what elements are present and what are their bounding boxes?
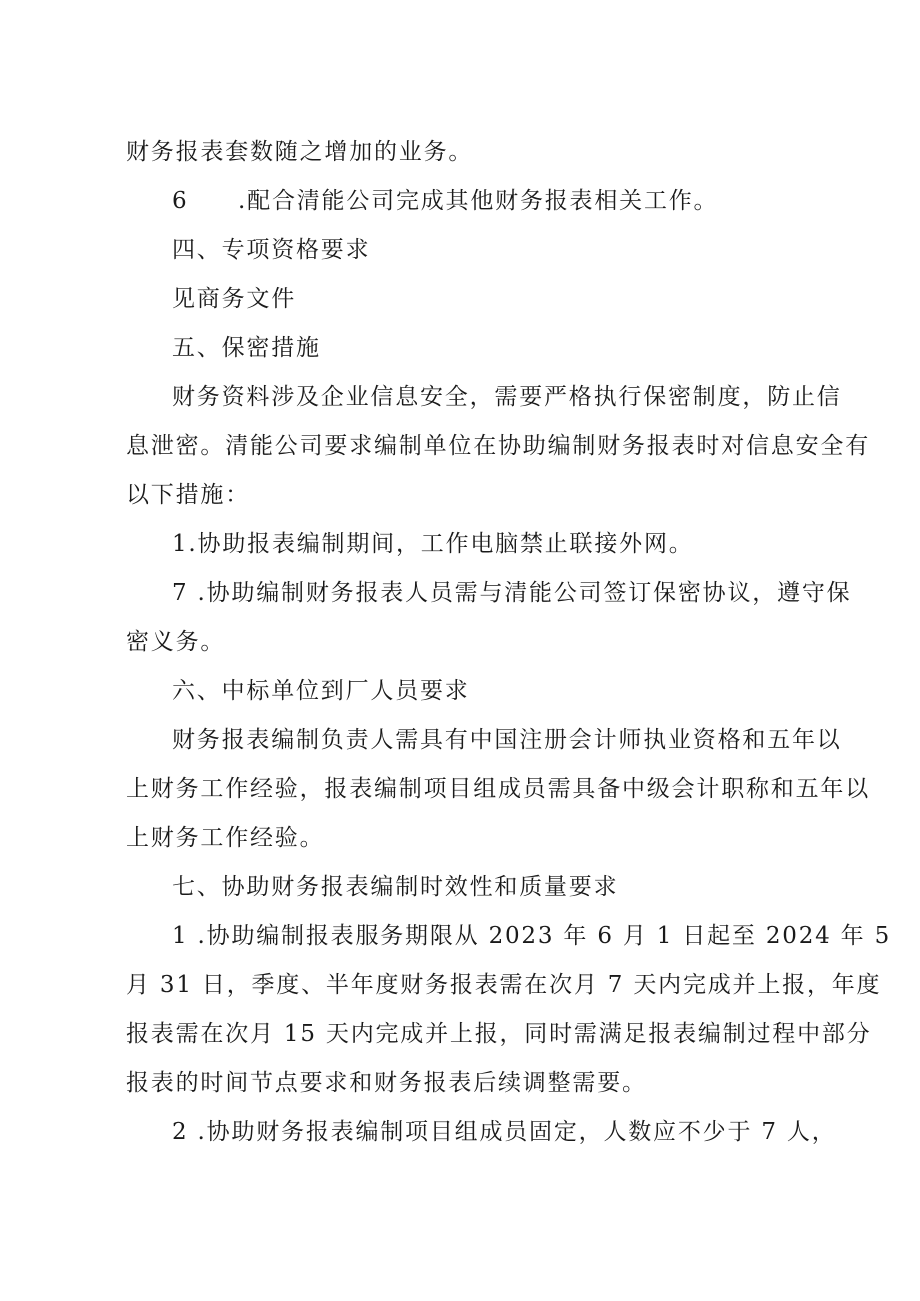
paragraph-line: 财务报表编制负责人需具有中国注册会计师执业资格和五年以: [172, 727, 842, 753]
section-heading-6: 六、中标单位到厂人员要求: [172, 678, 470, 704]
section-heading-7: 七、协助财务报表编制时效性和质量要求: [172, 874, 619, 900]
paragraph-line: 上财务工作经验。: [126, 825, 325, 851]
paragraph-line: 见商务文件: [172, 286, 296, 312]
list-item-1: 1.协助报表编制期间，工作电脑禁止联接外网。: [172, 531, 694, 557]
paragraph-line: 财务资料涉及企业信息安全，需要严格执行保密制度，防止信: [172, 384, 842, 410]
paragraph-line: 月 31 日，季度、半年度财务报表需在次月 7 天内完成并上报，年度: [126, 972, 882, 998]
paragraph-line: 报表的时间节点要求和财务报表后续调整需要。: [126, 1070, 647, 1096]
list-item-2: 2 .协助财务报表编制项目组成员固定，人数应不少于 7 人，: [172, 1119, 837, 1145]
section-heading-5: 五、保密措施: [172, 335, 321, 361]
list-item-7: 7 .协助编制财务报表人员需与清能公司签订保密协议，遵守保: [172, 580, 852, 606]
paragraph-line: 上财务工作经验，报表编制项目组成员需具备中级会计职称和五年以: [126, 776, 870, 802]
list-item-6: 6 .配合清能公司完成其他财务报表相关工作。: [172, 188, 719, 214]
paragraph-line: 报表需在次月 15 天内完成并上报，同时需满足报表编制过程中部分: [126, 1021, 872, 1047]
section-heading-4: 四、专项资格要求: [172, 237, 371, 263]
paragraph-line: 息泄密。清能公司要求编制单位在协助编制财务报表时对信息安全有: [126, 433, 870, 459]
paragraph-line: 财务报表套数随之增加的业务。: [126, 139, 474, 165]
list-item-1: 1 .协助编制报表服务期限从 2023 年 6 月 1 日起至 2024 年 5: [172, 923, 892, 949]
paragraph-line: 密义务。: [126, 629, 226, 655]
paragraph-line: 以下措施：: [126, 482, 250, 508]
